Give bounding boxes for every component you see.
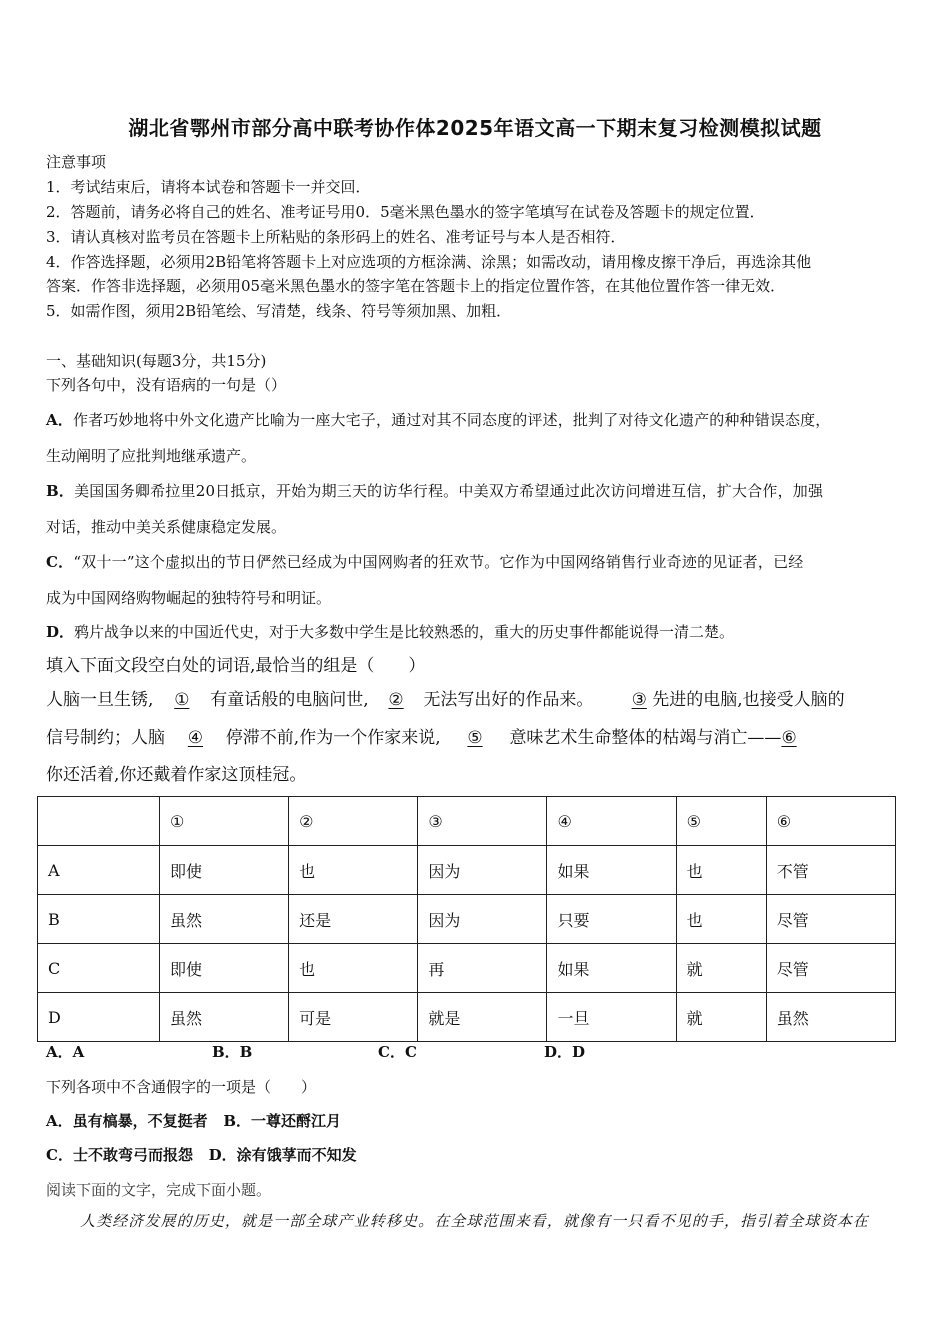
reading-passage-first-line: 人类经济发展的历史，就是一部全球产业转移史。在全球范围来看，就像有一只看不见的手，指引着全球资本在 <box>80 1212 869 1230</box>
passage-text: 停滞不前,作为一个作家来说, <box>225 728 441 748</box>
q2-stem: 填入下面文段空白处的词语,最恰当的组是（ ） <box>46 656 426 676</box>
q1-option-b-label: B． <box>46 482 75 500</box>
q3-option-b: B．一尊还酹江月 <box>223 1112 341 1130</box>
table-cell: 就 <box>676 944 766 993</box>
q3-options-row-2 <box>46 1145 357 1165</box>
table-cell: ⑥ <box>766 797 895 846</box>
table-cell <box>38 797 160 846</box>
table-cell: 可是 <box>289 993 418 1042</box>
exam-title: 湖北省鄂州市部分高中联考协作体2025年语文高一下期末复习检测模拟试题 <box>128 116 822 140</box>
notice-item-2: 2．答题前，请务必将自己的姓名、准考证号用0．5毫米黑色墨水的签字笔填写在试卷及答题卡的规定位置． <box>46 203 765 221</box>
q2-passage-line-3: 你还活着,你还戴着作家这顶桂冠。 <box>46 765 307 785</box>
notice-item-5: 5．如需作图，须用2B铅笔绘、写清楚，线条、符号等须加黑、加粗． <box>46 302 512 320</box>
passage-text: 有童话般的电脑问世, <box>210 690 369 710</box>
q2-choice-c: C．C <box>378 1043 417 1061</box>
q1-option-a-label: A． <box>46 411 73 429</box>
notice-item-4: 4．作答选择题，必须用2B铅笔将答题卡上对应选项的方框涂满、涂黑；如需改动，请用橡皮擦干净后，再选涂其他 <box>46 253 812 271</box>
q2-choices <box>46 1042 585 1062</box>
table-cell: 只要 <box>547 895 676 944</box>
table-cell: 如果 <box>547 846 676 895</box>
table-row <box>38 846 896 895</box>
table-cell: 虽然 <box>160 895 289 944</box>
table-cell: ③ <box>418 797 547 846</box>
table-cell: 就 <box>676 993 766 1042</box>
table-cell: 尽管 <box>766 944 895 993</box>
q3-options-row-1 <box>46 1111 341 1131</box>
q1-option-d-label: D． <box>46 623 75 641</box>
table-cell: ⑤ <box>676 797 766 846</box>
notice-item-1: 1．考试结束后，请将本试卷和答题卡一并交回． <box>46 178 371 196</box>
q1-option-b-text: 美国国务卿希拉里20日抵京，开始为期三天的访华行程。中美双方希望通过此次访问增进互信，扩大合作，加强 <box>74 482 824 500</box>
table-cell: ① <box>160 797 289 846</box>
table-cell: 尽管 <box>766 895 895 944</box>
table-cell: 即使 <box>160 944 289 993</box>
q1-option-a <box>46 410 830 430</box>
q1-option-c-cont: 成为中国网络购物崛起的独特符号和明证。 <box>46 589 332 607</box>
table-row <box>38 944 896 993</box>
q1-option-a-text: 作者巧妙地将中外文化遗产比喻为一座大宅子，通过对其不同态度的评述，批判了对待文化遗产的种种错误态度， <box>72 411 831 429</box>
passage-text: 信号制约；人脑 <box>46 728 165 748</box>
table-cell: 虽然 <box>160 993 289 1042</box>
q3-option-a: A．虽有槁暴，不复挺者 <box>46 1112 208 1130</box>
blank-3: ③ <box>631 690 647 710</box>
notice-item-4-cont: 答案．作答非选择题，必须用05毫米黑色墨水的签字笔在答题卡上的指定位置作答，在其他位置作答一律无效． <box>46 277 786 295</box>
blank-2: ② <box>388 690 404 710</box>
table-cell: 虽然 <box>766 993 895 1042</box>
q1-option-d-text: 鸦片战争以来的中国近代史，对于大多数中学生是比较熟悉的，重大的历史事件都能说得一清二楚。 <box>74 623 735 641</box>
blank-5: ⑤ <box>467 728 483 748</box>
table-cell: 还是 <box>289 895 418 944</box>
table-row <box>38 993 896 1042</box>
q2-choice-d: D．D <box>544 1043 586 1061</box>
q1-option-b <box>46 481 823 501</box>
table-cell: 也 <box>289 846 418 895</box>
blank-4: ④ <box>187 728 204 748</box>
table-cell: ② <box>289 797 418 846</box>
table-cell: 就是 <box>418 993 547 1042</box>
table-header-row <box>38 797 896 846</box>
table-cell: 也 <box>676 846 766 895</box>
notice-heading: 注意事项 <box>46 153 107 171</box>
table-cell: A <box>38 846 160 895</box>
q1-option-c-label: C． <box>46 553 74 571</box>
table-cell: ④ <box>547 797 676 846</box>
passage-text: 无法写出好的作品来。 <box>423 690 594 710</box>
passage-text: 人脑一旦生锈, <box>46 690 154 710</box>
table-cell: 因为 <box>418 895 547 944</box>
table-cell: 再 <box>418 944 547 993</box>
q2-choice-b: B．B <box>212 1043 253 1061</box>
table-row <box>38 895 896 944</box>
table-cell: 如果 <box>547 944 676 993</box>
blank-1: ① <box>174 690 190 710</box>
table-cell: 也 <box>289 944 418 993</box>
section-heading: 一、基础知识(每题3分，共15分) <box>46 352 267 370</box>
passage-text: 先进的电脑,也接受人脑的 <box>652 690 845 710</box>
q2-choice-a: A．A <box>46 1043 85 1061</box>
table-cell: 一旦 <box>547 993 676 1042</box>
q2-options-table <box>37 796 896 1042</box>
q3-stem: 下列各项中不含通假字的一项是（ ） <box>46 1078 317 1096</box>
q1-option-b-cont: 对话，推动中美关系健康稳定发展。 <box>46 518 287 536</box>
q3-option-d: D．涂有饿莩而不知发 <box>208 1146 357 1164</box>
notice-item-3: 3．请认真核对监考员在答题卡上所粘贴的条形码上的姓名、准考证号与本人是否相符． <box>46 228 626 246</box>
q2-passage-line-2 <box>46 728 803 748</box>
table-cell: 也 <box>676 895 766 944</box>
table-cell: C <box>38 944 160 993</box>
q1-stem: 下列各句中，没有语病的一句是（） <box>46 376 287 394</box>
passage-text: 意味艺术生命整体的枯竭与消亡—— <box>509 728 782 748</box>
q3-option-c: C．士不敢弯弓而报怨 <box>46 1146 193 1164</box>
table-cell: B <box>38 895 160 944</box>
table-cell: 即使 <box>160 846 289 895</box>
q1-option-c-text: “双十一”这个虚拟出的节日俨然已经成为中国网购者的狂欢节。它作为中国网络销售行业奇迹的见证者，已经 <box>73 553 804 571</box>
table-cell: 不管 <box>766 846 895 895</box>
q1-option-c <box>46 552 804 572</box>
q1-option-a-cont: 生动阐明了应批判地继承遗产。 <box>46 447 257 465</box>
reading-instruction: 阅读下面的文字，完成下面小题。 <box>46 1181 272 1199</box>
blank-6: ⑥ <box>781 728 797 748</box>
q2-passage-line-1 <box>46 690 845 710</box>
q1-option-d <box>46 622 734 642</box>
table-cell: 因为 <box>418 846 547 895</box>
table-cell: D <box>38 993 160 1042</box>
